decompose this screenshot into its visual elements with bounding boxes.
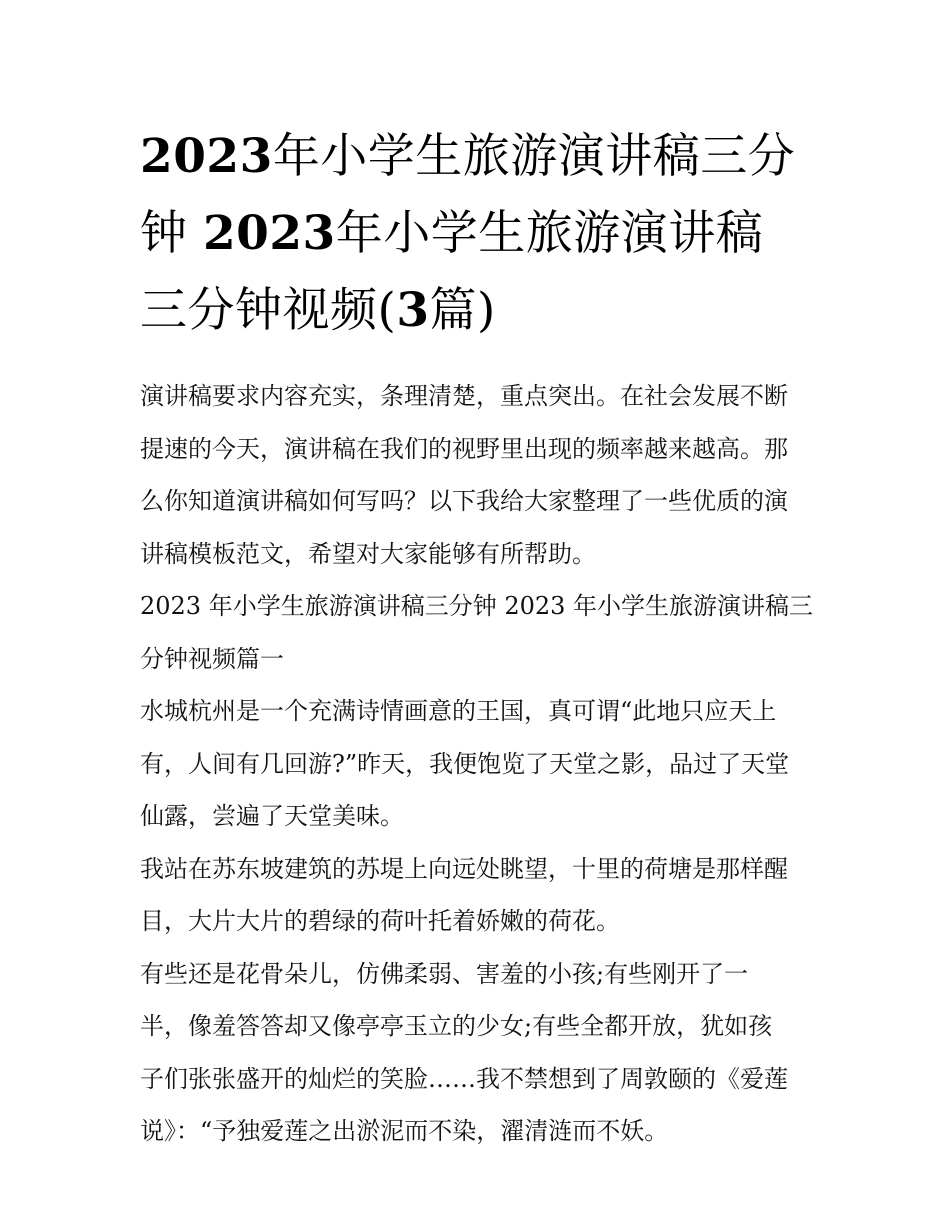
title-text: 篇): [429, 283, 496, 338]
text-line: 说》：“予独爱莲之出淤泥而不染，濯清涟而不妖。: [140, 1117, 669, 1145]
text-line: 我站在苏东坡建筑的苏堤上向远处眺望，十里的荷塘是那样醒: [140, 854, 788, 883]
title-number: 2023: [202, 206, 336, 261]
text-line: 半，像羞答答却又像亭亭玉立的少女;有些全都开放，犹如孩: [140, 1012, 773, 1040]
text-line: 水城杭州是一个充满诗情画意的王国，真可谓“此地只应天上: [140, 697, 777, 725]
intro-paragraph: [140, 370, 820, 580]
text-line: 目，大片大片的碧绿的荷叶托着娇嫩的荷花。: [140, 907, 620, 935]
text-line: 分钟视频篇一: [140, 644, 284, 673]
title-text: 钟: [140, 206, 203, 261]
text-line: 么你知道演讲稿如何写吗？以下我给大家整理了一些优质的演: [140, 487, 788, 515]
text-line: 仙露，尝遍了天堂美味。: [140, 802, 404, 830]
body-paragraph: [140, 843, 820, 948]
body-paragraph: [140, 685, 820, 843]
section-heading: [140, 580, 820, 685]
text-line: 2023 年小学生旅游演讲稿三分钟 2023 年小学生旅游演讲稿三: [140, 592, 814, 620]
text-line: 子们张张盛开的灿烂的笑脸……我不禁想到了周敦颐的《爱莲: [140, 1064, 788, 1093]
title-text: 年小学生旅游演讲稿三分: [272, 129, 796, 184]
title-text: 三分钟视频(: [140, 283, 397, 338]
title-number: 2023: [140, 129, 273, 184]
document-body: [140, 370, 820, 1158]
document-title: [140, 118, 820, 349]
document-page: [140, 118, 820, 1158]
title-text: 年小学生旅游演讲稿: [335, 206, 764, 261]
text-line: 有些还是花骨朵儿，仿佛柔弱、害羞的小孩;有些刚开了一: [140, 959, 749, 988]
title-line-2: [140, 195, 820, 272]
body-paragraph: [140, 948, 820, 1158]
title-line-3: [140, 272, 820, 349]
title-line-1: [140, 118, 820, 195]
title-number: 3: [396, 283, 430, 338]
text-line: 讲稿模板范文，希望对大家能够有所帮助。: [140, 539, 596, 568]
text-line: 演讲稿要求内容充实，条理清楚，重点突出。在社会发展不断: [140, 382, 788, 410]
text-line: 有，人间有几回游?”昨天，我便饱览了天堂之影，品过了天堂: [140, 749, 790, 778]
text-line: 提速的今天，演讲稿在我们的视野里出现的频率越来越高。那: [140, 434, 788, 463]
